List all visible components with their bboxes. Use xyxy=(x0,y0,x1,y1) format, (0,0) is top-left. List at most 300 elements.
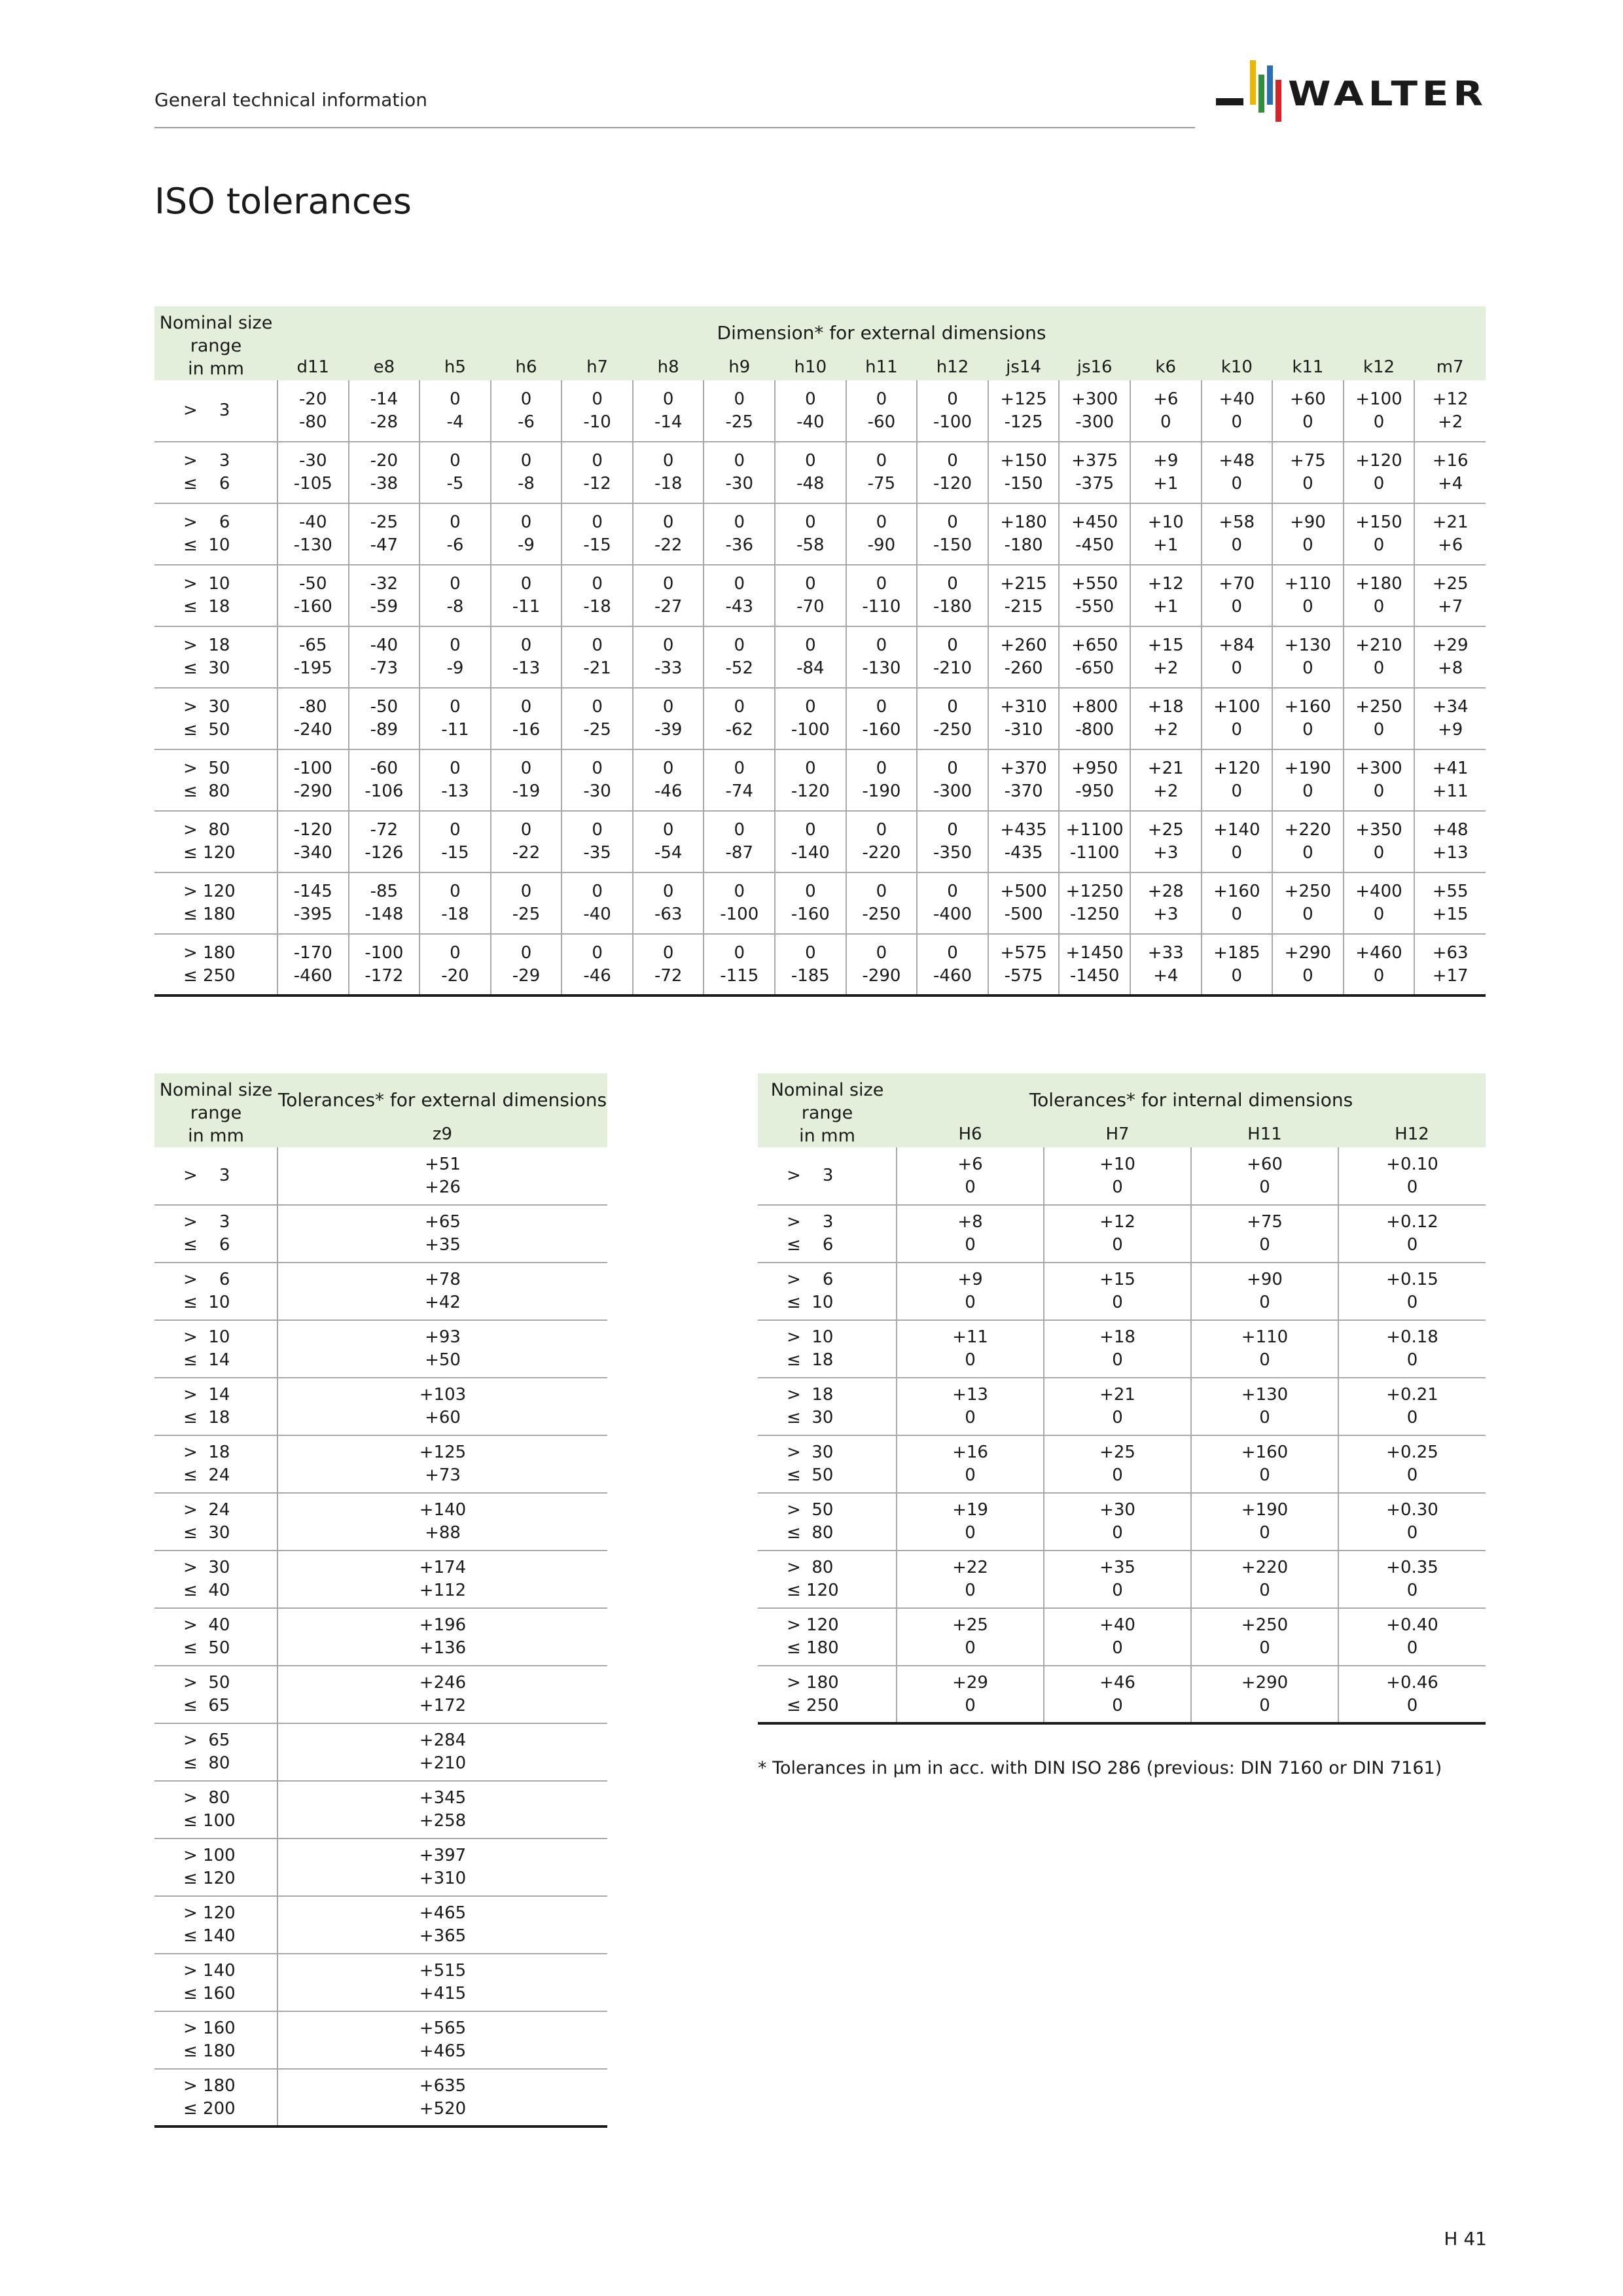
upper-deviation: +180 xyxy=(1355,574,1402,594)
upper-deviation: 0 xyxy=(805,512,816,532)
tolerance-cell-js14 xyxy=(988,872,1060,934)
nominal-range-cell xyxy=(154,811,277,872)
tolerance-cell-h9 xyxy=(704,503,775,565)
nominal-range-cell xyxy=(758,1435,897,1493)
range-upper: ≤ 18 xyxy=(183,597,230,617)
tolerance-cell-js14 xyxy=(988,688,1060,749)
table-row xyxy=(758,1205,1486,1263)
tolerance-cell-h8 xyxy=(633,688,704,749)
upper-deviation: +140 xyxy=(1213,820,1260,840)
upper-deviation: +29 xyxy=(1432,636,1469,655)
tolerance-cell-h7 xyxy=(562,688,633,749)
tolerance-cell-h7 xyxy=(1044,1263,1191,1320)
lower-deviation: +7 xyxy=(1437,597,1463,617)
column-header-k11: k11 xyxy=(1272,354,1344,380)
upper-deviation: 0 xyxy=(734,759,745,778)
logo-bar-green xyxy=(1258,75,1264,113)
tolerance-cell-h6 xyxy=(897,1551,1044,1608)
lower-deviation: -30 xyxy=(725,474,753,493)
upper-deviation: +140 xyxy=(419,1500,467,1520)
upper-deviation: +25 xyxy=(1099,1443,1135,1462)
range-lower: > 30 xyxy=(183,697,230,717)
column-header-d11: d11 xyxy=(277,354,349,380)
page-number: H 41 xyxy=(1444,2228,1487,2250)
lower-deviation: -300 xyxy=(1075,412,1115,432)
lower-deviation: +2 xyxy=(1153,720,1179,740)
lower-deviation: 0 xyxy=(965,1293,976,1312)
lower-deviation: 0 xyxy=(1373,658,1385,678)
lower-deviation: -74 xyxy=(725,781,753,801)
tolerance-cell-h6 xyxy=(491,811,562,872)
lower-deviation: -63 xyxy=(654,905,683,924)
lower-deviation: -395 xyxy=(293,905,332,924)
tolerance-cell-h12 xyxy=(917,565,988,626)
range-upper: ≤ 140 xyxy=(183,1926,236,1946)
column-header-h11: H11 xyxy=(1191,1121,1338,1147)
tolerance-cell-h8 xyxy=(633,565,704,626)
tolerance-cell-h7 xyxy=(562,565,633,626)
tolerance-cell-k10 xyxy=(1202,688,1273,749)
lower-deviation: -46 xyxy=(583,965,611,986)
range-upper: ≤ 6 xyxy=(183,474,230,493)
lower-deviation: -13 xyxy=(441,781,469,801)
tolerance-cell-h11 xyxy=(1191,1666,1338,1723)
tolerance-cell-h6 xyxy=(491,565,562,626)
column-header-js14: js14 xyxy=(988,354,1060,380)
range-upper: ≤ 250 xyxy=(787,1695,839,1715)
tolerance-cell-js14 xyxy=(988,811,1060,872)
tolerance-cell-h12 xyxy=(1338,1435,1486,1493)
upper-deviation: +0.15 xyxy=(1386,1270,1438,1289)
upper-deviation: 0 xyxy=(450,389,461,409)
tolerance-cell-k6 xyxy=(1130,565,1202,626)
upper-deviation: 0 xyxy=(947,820,958,840)
lower-deviation: -125 xyxy=(1004,412,1043,432)
lower-deviation: -185 xyxy=(791,965,830,986)
lower-deviation: -10 xyxy=(583,412,611,432)
tolerance-cell-z9 xyxy=(277,1954,607,2011)
upper-deviation: +10 xyxy=(1099,1154,1135,1174)
lower-deviation: 0 xyxy=(965,1638,976,1658)
tolerance-cell-h12 xyxy=(917,626,988,688)
lower-deviation: 0 xyxy=(1112,1638,1123,1658)
upper-deviation: 0 xyxy=(592,759,603,778)
tolerance-cell-z9 xyxy=(277,1435,607,1493)
internal-dimensions-table xyxy=(758,1073,1486,1725)
tolerance-cell-h8 xyxy=(633,442,704,503)
lower-deviation: 0 xyxy=(1259,1293,1270,1312)
upper-deviation: 0 xyxy=(947,451,958,471)
lower-deviation: 0 xyxy=(965,1235,976,1255)
lower-deviation: -550 xyxy=(1075,597,1115,617)
upper-deviation: -14 xyxy=(370,389,399,409)
upper-deviation: 0 xyxy=(662,389,674,409)
upper-deviation: 0 xyxy=(520,636,532,655)
tolerance-cell-h6 xyxy=(491,380,562,442)
tolerance-cell-z9 xyxy=(277,2011,607,2069)
lower-deviation: 0 xyxy=(1406,1638,1418,1658)
tolerance-cell-h12 xyxy=(1338,1320,1486,1378)
tolerance-cell-h11 xyxy=(1191,1147,1338,1205)
range-upper: ≤ 50 xyxy=(183,1638,230,1658)
upper-deviation: -60 xyxy=(370,759,399,778)
tolerance-cell-h10 xyxy=(775,442,846,503)
upper-deviation: -32 xyxy=(370,574,399,594)
range-lower: > 50 xyxy=(183,759,230,778)
tolerance-cell-k12 xyxy=(1344,811,1415,872)
nominal-range-cell xyxy=(154,626,277,688)
nominal-range-cell xyxy=(758,1320,897,1378)
lower-deviation: -9 xyxy=(518,535,535,555)
table-row xyxy=(154,1839,607,1896)
range-lower: > 50 xyxy=(183,1673,230,1693)
upper-deviation: 0 xyxy=(662,574,674,594)
lower-deviation: -89 xyxy=(370,720,399,740)
table-row xyxy=(154,503,1486,565)
upper-deviation: 0 xyxy=(450,820,461,840)
tolerance-cell-h11 xyxy=(846,749,918,811)
table-row xyxy=(154,1263,607,1320)
upper-deviation: +1450 xyxy=(1065,942,1124,963)
upper-deviation: -120 xyxy=(293,820,332,840)
range-upper: ≤ 30 xyxy=(183,1523,230,1543)
lower-deviation: -215 xyxy=(1004,597,1043,617)
logo-wordmark: WALTER xyxy=(1288,75,1488,114)
lower-deviation: -9 xyxy=(446,658,464,678)
walter-logo xyxy=(1216,60,1491,134)
upper-deviation: +397 xyxy=(419,1846,467,1865)
table-row xyxy=(154,2011,607,2069)
upper-deviation: +190 xyxy=(1284,759,1332,778)
tolerance-cell-h11 xyxy=(846,934,918,996)
tolerance-cell-k11 xyxy=(1272,380,1344,442)
tolerance-cell-js16 xyxy=(1059,749,1130,811)
tolerance-cell-h5 xyxy=(419,872,491,934)
upper-deviation: +0.21 xyxy=(1386,1385,1438,1405)
upper-deviation: +0.30 xyxy=(1386,1500,1438,1520)
upper-deviation: 0 xyxy=(520,574,532,594)
tolerance-cell-js16 xyxy=(1059,688,1130,749)
upper-deviation: +125 xyxy=(1000,389,1047,409)
lower-deviation: +172 xyxy=(419,1696,467,1715)
upper-deviation: -85 xyxy=(370,882,399,901)
lower-deviation: -130 xyxy=(862,658,901,678)
lower-deviation: 0 xyxy=(1112,1465,1123,1485)
upper-deviation: +150 xyxy=(1355,512,1402,532)
lower-deviation: -160 xyxy=(791,905,830,924)
table-row xyxy=(154,1205,607,1263)
tolerance-cell-k10 xyxy=(1202,380,1273,442)
lower-deviation: 0 xyxy=(965,1581,976,1600)
lower-deviation: +88 xyxy=(425,1523,461,1543)
table-row xyxy=(154,1608,607,1666)
tolerance-cell-js14 xyxy=(988,442,1060,503)
table-row xyxy=(154,626,1486,688)
tolerance-cell-k11 xyxy=(1272,872,1344,934)
lower-deviation: -400 xyxy=(933,905,972,924)
range-lower: > 24 xyxy=(183,1500,230,1520)
lower-deviation: +2 xyxy=(1153,658,1179,678)
lower-deviation: 0 xyxy=(1112,1581,1123,1600)
upper-deviation: +800 xyxy=(1071,697,1118,717)
range-upper: ≤ 80 xyxy=(183,781,230,801)
upper-deviation: 0 xyxy=(520,942,532,963)
upper-deviation: +260 xyxy=(1000,636,1047,655)
table-row xyxy=(154,1378,607,1435)
tolerance-cell-k10 xyxy=(1202,934,1273,996)
range-lower: > 6 xyxy=(787,1270,834,1289)
lower-deviation: +415 xyxy=(419,1984,467,2003)
upper-deviation: +460 xyxy=(1355,942,1402,963)
upper-deviation: +300 xyxy=(1355,759,1402,778)
lower-deviation: -38 xyxy=(370,474,399,493)
upper-deviation: 0 xyxy=(805,389,816,409)
tolerance-cell-h11 xyxy=(1191,1435,1338,1493)
upper-deviation: +250 xyxy=(1355,697,1402,717)
tolerance-cell-h12 xyxy=(917,872,988,934)
range-lower: > 50 xyxy=(787,1500,834,1520)
upper-deviation: 0 xyxy=(592,820,603,840)
lower-deviation: -148 xyxy=(365,905,404,924)
column-header-h5: h5 xyxy=(419,354,491,380)
lower-deviation: -36 xyxy=(725,535,753,555)
lower-deviation: +26 xyxy=(425,1177,461,1197)
logo-bar-red xyxy=(1275,80,1281,122)
upper-deviation: 0 xyxy=(876,759,887,778)
upper-deviation: +0.46 xyxy=(1386,1672,1438,1693)
lower-deviation: -15 xyxy=(441,843,469,863)
tolerance-cell-k12 xyxy=(1344,442,1415,503)
tolerance-cell-k11 xyxy=(1272,442,1344,503)
tolerance-cell-z9 xyxy=(277,1666,607,1723)
lower-deviation: -46 xyxy=(654,781,683,801)
tolerance-cell-h6 xyxy=(897,1378,1044,1435)
lower-deviation: -300 xyxy=(933,781,972,801)
lower-deviation: -240 xyxy=(293,720,332,740)
tolerance-cell-e8 xyxy=(349,749,420,811)
upper-deviation: 0 xyxy=(876,389,887,409)
range-lower: > 6 xyxy=(183,512,230,532)
upper-deviation: +48 xyxy=(1219,451,1255,471)
lower-deviation: +9 xyxy=(1437,720,1463,740)
upper-deviation: +60 xyxy=(1247,1154,1283,1174)
upper-deviation: +515 xyxy=(419,1961,467,1981)
lower-deviation: 0 xyxy=(1302,658,1313,678)
lower-deviation: 0 xyxy=(1231,781,1243,801)
lower-deviation: -260 xyxy=(1004,658,1043,678)
range-upper: ≤ 50 xyxy=(183,720,230,740)
lower-deviation: -140 xyxy=(791,843,830,863)
upper-deviation: +450 xyxy=(1071,512,1118,532)
lower-deviation: 0 xyxy=(1231,474,1243,493)
lower-deviation: 0 xyxy=(1406,1523,1418,1543)
lower-deviation: -350 xyxy=(933,843,972,863)
upper-deviation: 0 xyxy=(592,882,603,901)
nominal-range-cell xyxy=(154,1205,277,1263)
column-header-k10: k10 xyxy=(1202,354,1273,380)
tolerance-cell-e8 xyxy=(349,503,420,565)
tolerance-cell-k6 xyxy=(1130,811,1202,872)
tolerance-cell-h9 xyxy=(704,872,775,934)
nominal-range-cell xyxy=(154,1839,277,1896)
table-row xyxy=(154,872,1486,934)
upper-deviation: +65 xyxy=(425,1212,461,1232)
column-header-h7: h7 xyxy=(562,354,633,380)
upper-deviation: +58 xyxy=(1219,512,1255,532)
tolerance-cell-h9 xyxy=(704,565,775,626)
table-row xyxy=(154,380,1486,442)
upper-deviation: 0 xyxy=(876,697,887,717)
tolerance-cell-h9 xyxy=(704,811,775,872)
range-upper: ≤ 65 xyxy=(183,1696,230,1715)
upper-deviation: +310 xyxy=(1000,697,1047,717)
upper-deviation: 0 xyxy=(662,942,674,963)
upper-deviation: 0 xyxy=(805,820,816,840)
tolerance-cell-h8 xyxy=(633,811,704,872)
tolerance-cell-z9 xyxy=(277,1493,607,1551)
tolerance-cell-d11 xyxy=(277,626,349,688)
lower-deviation: 0 xyxy=(1406,1350,1418,1370)
upper-deviation: 0 xyxy=(520,882,532,901)
range-upper: ≤ 10 xyxy=(787,1293,834,1312)
upper-deviation: +30 xyxy=(1099,1500,1135,1520)
nominal-unit-label: in mm xyxy=(188,359,244,379)
upper-deviation: 0 xyxy=(450,759,461,778)
range-lower: > 18 xyxy=(183,636,230,655)
lower-deviation: -105 xyxy=(293,474,332,493)
table-row xyxy=(154,1435,607,1493)
table-row xyxy=(154,1781,607,1839)
nominal-unit-label: in mm xyxy=(188,1126,244,1146)
range-upper: ≤ 14 xyxy=(183,1350,230,1370)
tolerance-cell-h12 xyxy=(1338,1608,1486,1666)
lower-deviation: +136 xyxy=(419,1638,467,1658)
tolerance-cell-h6 xyxy=(491,749,562,811)
upper-deviation: +0.25 xyxy=(1386,1443,1438,1462)
lower-deviation: 0 xyxy=(1406,1408,1418,1427)
range-upper: ≤ 100 xyxy=(183,1811,236,1831)
upper-deviation: 0 xyxy=(805,759,816,778)
lower-deviation: -22 xyxy=(654,535,683,555)
range-upper: ≤ 30 xyxy=(787,1408,834,1427)
range-upper: ≤ 80 xyxy=(787,1523,834,1543)
upper-deviation: 0 xyxy=(876,512,887,532)
tolerance-cell-h7 xyxy=(1044,1320,1191,1378)
lower-deviation: 0 xyxy=(1112,1235,1123,1255)
upper-deviation: +130 xyxy=(1241,1385,1289,1405)
upper-deviation: +48 xyxy=(1432,820,1469,840)
tolerance-cell-k12 xyxy=(1344,565,1415,626)
lower-deviation: -172 xyxy=(365,965,404,986)
range-upper: ≤ 6 xyxy=(183,1235,230,1255)
range-upper: ≤ 6 xyxy=(787,1235,834,1255)
upper-deviation: -20 xyxy=(370,451,399,471)
lower-deviation: -43 xyxy=(725,597,753,617)
table-row xyxy=(154,1551,607,1608)
tolerance-cell-k10 xyxy=(1202,811,1273,872)
lower-deviation: +17 xyxy=(1432,965,1469,986)
lower-deviation: 0 xyxy=(965,1465,976,1485)
range-upper: ≤ 180 xyxy=(183,905,236,924)
lower-deviation: -35 xyxy=(583,843,611,863)
table-row xyxy=(758,1608,1486,1666)
tolerance-cell-h5 xyxy=(419,503,491,565)
lower-deviation: 0 xyxy=(1259,1408,1270,1427)
lower-deviation: 0 xyxy=(1373,720,1385,740)
upper-deviation: +63 xyxy=(1432,942,1469,963)
tolerance-cell-h6 xyxy=(897,1493,1044,1551)
table-caption: Tolerances* for internal dimensions xyxy=(897,1073,1486,1121)
nominal-range-cell xyxy=(758,1551,897,1608)
range-lower: > 120 xyxy=(183,1903,236,1923)
tolerance-cell-h10 xyxy=(775,626,846,688)
lower-deviation: 0 xyxy=(1112,1408,1123,1427)
upper-deviation: 0 xyxy=(947,574,958,594)
lower-deviation: 0 xyxy=(1302,474,1313,493)
range-lower: > 100 xyxy=(183,1846,236,1865)
tolerance-cell-js16 xyxy=(1059,872,1130,934)
lower-deviation: +42 xyxy=(425,1293,461,1312)
upper-deviation: +13 xyxy=(952,1385,988,1405)
range-lower: > 180 xyxy=(183,942,236,963)
lower-deviation: -500 xyxy=(1004,905,1043,924)
lower-deviation: -15 xyxy=(583,535,611,555)
lower-deviation: +8 xyxy=(1437,658,1463,678)
range-lower: > 3 xyxy=(183,1166,230,1185)
lower-deviation: +310 xyxy=(419,1869,467,1888)
column-header-h12: H12 xyxy=(1338,1121,1486,1147)
upper-deviation: 0 xyxy=(734,636,745,655)
upper-deviation: +300 xyxy=(1071,389,1118,409)
upper-deviation: 0 xyxy=(947,512,958,532)
lower-deviation: -29 xyxy=(512,965,541,986)
tolerance-cell-h10 xyxy=(775,565,846,626)
lower-deviation: +210 xyxy=(419,1753,467,1773)
upper-deviation: 0 xyxy=(520,512,532,532)
lower-deviation: -40 xyxy=(583,905,611,924)
tolerance-cell-k11 xyxy=(1272,503,1344,565)
lower-deviation: +15 xyxy=(1432,905,1469,924)
tolerance-cell-k11 xyxy=(1272,565,1344,626)
upper-deviation: 0 xyxy=(734,389,745,409)
tolerance-cell-e8 xyxy=(349,688,420,749)
tolerance-cell-js16 xyxy=(1059,626,1130,688)
nominal-range-cell xyxy=(154,1608,277,1666)
tolerance-cell-h11 xyxy=(1191,1378,1338,1435)
upper-deviation: +290 xyxy=(1284,942,1332,963)
tolerance-cell-d11 xyxy=(277,811,349,872)
upper-deviation: -25 xyxy=(370,512,399,532)
tolerance-cell-k11 xyxy=(1272,934,1344,996)
upper-deviation: +70 xyxy=(1219,574,1255,594)
lower-deviation: 0 xyxy=(1231,535,1243,555)
upper-deviation: 0 xyxy=(734,697,745,717)
upper-deviation: +575 xyxy=(1000,942,1047,963)
range-lower: > 10 xyxy=(183,1327,230,1347)
lower-deviation: +365 xyxy=(419,1926,467,1946)
lower-deviation: -370 xyxy=(1004,781,1043,801)
tolerance-cell-k10 xyxy=(1202,749,1273,811)
tolerance-cell-h7 xyxy=(1044,1378,1191,1435)
upper-deviation: 0 xyxy=(450,942,461,963)
upper-deviation: +250 xyxy=(1284,882,1332,901)
tolerance-cell-h11 xyxy=(846,380,918,442)
tolerance-cell-h11 xyxy=(1191,1320,1338,1378)
lower-deviation: -28 xyxy=(370,412,399,432)
upper-deviation: +46 xyxy=(1099,1672,1135,1693)
nominal-range-cell xyxy=(758,1378,897,1435)
lower-deviation: 0 xyxy=(1259,1235,1270,1255)
